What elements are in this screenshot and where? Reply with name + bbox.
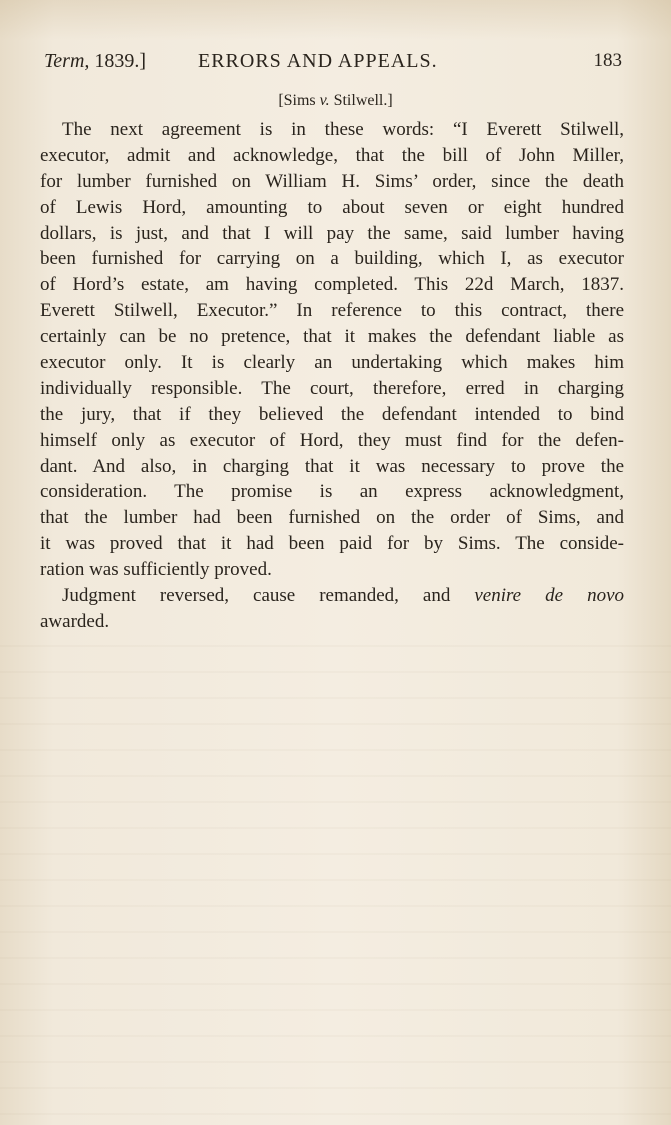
paragraph-line: The next agreement is in these words: “I Everett Stilwell, <box>62 119 624 140</box>
section-title: ERRORS AND APPEALS. <box>198 50 438 72</box>
case-reference <box>0 92 671 110</box>
paragraph-line: for lumber furnished on William H. Sims’ order, since the death <box>40 170 624 192</box>
case-ref-close: Stilwell.] <box>329 92 393 109</box>
judgment-text: Judgment reversed, cause remanded, and <box>62 585 475 607</box>
paragraph-line: Everett Stilwell, Executor.” In reference to this contract, there <box>40 300 624 322</box>
paragraph-line: of Hord’s estate, am having completed. This 22d March, 1837. <box>40 274 624 296</box>
paragraph-line: the jury, that if they believed the defendant intended to bind <box>40 403 624 425</box>
paragraph-line: ration was sufficiently proved. <box>40 559 272 581</box>
term-word: Term, <box>44 50 90 72</box>
paragraph-line: it was proved that it had been paid for by Sims. The conside- <box>40 533 624 555</box>
case-ref-open: [Sims <box>278 92 320 109</box>
judgment-line-end: awarded. <box>40 610 110 632</box>
term-year: 1839.] <box>94 50 147 72</box>
paragraph-line: dollars, is just, and that I will pay the same, said lumber having <box>40 222 624 244</box>
paragraph-line: executor only. It is clearly an undertaking which makes him <box>40 352 624 374</box>
paragraph-line: executor, admit and acknowledge, that the bill of John Miller, <box>40 144 624 166</box>
paragraph-line: individually responsible. The court, therefore, erred in charging <box>40 377 624 399</box>
paragraph-line: consideration. The promise is an express acknowledgment, <box>40 481 624 503</box>
judgment-italic: venire de novo <box>474 585 625 607</box>
paragraph-line: that the lumber had been furnished on the order of Sims, and <box>40 507 624 529</box>
paragraph-line: dant. And also, in charging that it was necessary to prove the <box>40 455 624 477</box>
running-head <box>44 50 622 78</box>
case-ref-versus: v. <box>319 92 330 109</box>
paragraph-line: been furnished for carrying on a building, which I, as executor <box>40 248 624 270</box>
opinion-text <box>40 117 624 635</box>
judgment-line <box>40 583 624 609</box>
paragraph-line: certainly can be no pretence, that it makes the defendant liable as <box>40 326 624 348</box>
page-number: 183 <box>593 50 622 71</box>
paragraph-line: himself only as executor of Hord, they must find for the defen- <box>40 429 624 451</box>
paragraph-line: of Lewis Hord, amounting to about seven or eight hundred <box>40 196 624 218</box>
term-label <box>44 50 146 73</box>
